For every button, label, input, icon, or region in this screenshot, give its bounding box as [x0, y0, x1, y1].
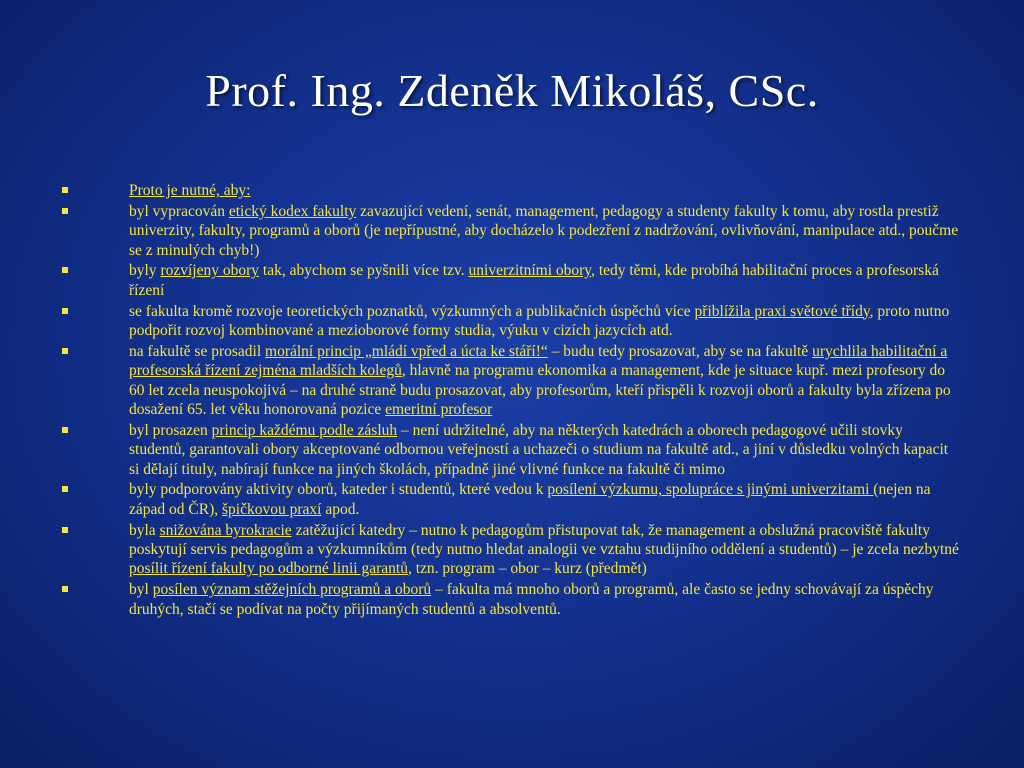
bullet-text: byly podporovány aktivity oborů, kateder i studentů, které vedou k	[129, 481, 548, 499]
underlined-text: emeritní profesor	[385, 401, 493, 419]
bullet-text: tak, abychom se pyšnili více tzv.	[259, 262, 469, 280]
square-bullet-icon	[62, 187, 68, 193]
bullet-list	[60, 181, 960, 620]
underlined-text: snižována byrokracie	[159, 521, 292, 539]
bullet-text: – není udržitelné, aby na některých katedrách a oborech pedagogové učili stovky studentů, garantovali obory akceptované odbornou veřejností a uchazeči o studium na fakultě atd., a jiní v důsledku volných kapacit si dělají tituly, nabírají funkce na jiných školách, případně jiné vlivné funkce na fakultě či mimo	[129, 421, 949, 478]
bullet-text: – budu tedy prosazovat, aby se na fakultě	[547, 342, 813, 360]
square-bullet-icon	[62, 486, 68, 492]
bullet-text: byl prosazen	[129, 421, 212, 439]
bullet-text: zavazující vedení, senát, management, pedagogy a studenty fakulty k tomu, aby rostla prestiž univerzity, fakulty, programů a oborů (je nepřípustné, aby docházelo k podezření z nadržování, ovlivňování, manipulace atd., poučme se z minulých chyb!)	[129, 202, 959, 259]
bullet-text: zatěžující katedry – nutno k pedagogům přistupovat tak, že management a obslužná pracoviště fakulty poskytují servis pedagogům a výzkumníkům (tedy nutno hledat analogii ve vztahu studijního oddělení a studentů) – je zcela nezbytné	[129, 521, 959, 559]
bullet-item	[60, 421, 960, 479]
bullet-item	[60, 261, 960, 300]
bullet-item	[60, 521, 960, 579]
underlined-text: rozvíjeny obory	[160, 262, 260, 280]
bullet-text: byl	[129, 581, 153, 599]
underlined-text: špičkovou praxí	[221, 500, 322, 518]
underlined-text: princip každému podle zásluh	[211, 421, 398, 439]
underlined-text: Proto je nutné, aby:	[129, 182, 251, 199]
square-bullet-icon	[62, 208, 68, 214]
underlined-text: urychlila habilitační a profesorská řízení zejména mladších kolegů	[129, 342, 948, 380]
underlined-text: posílen význam stěžejních programů a oborů	[152, 581, 432, 599]
bullet-text: , proto nutno podpořit rozvoj kombinované a mezioborové formy studia, výuku v cizích jazycích atd.	[129, 302, 950, 340]
bullet-item	[60, 342, 960, 420]
underlined-text: posílení výzkumu, spolupráce s jinými univerzitami	[547, 481, 874, 499]
bullet-text: (nejen na západ od ČR),	[129, 481, 931, 518]
underlined-text: přiblížila praxi světové třídy	[694, 302, 870, 320]
bullet-item	[60, 302, 960, 341]
bullet-item	[60, 202, 960, 260]
bullet-text: byla	[129, 521, 160, 539]
bullet-text: byly	[129, 262, 161, 280]
slide-title: Prof. Ing. Zdeněk Mikoláš, CSc.	[205, 65, 819, 116]
bullet-text: , hlavně na programu ekonomika a management, kde je situace kupř. mezi profesory do 60 let zcela neuspokojivá – na druhé straně budu prosazovat, aby profesorům, kteří přispěli k rozvoji oborů a fakulty byla zřízena po dosažení 65. let věku honorovaná pozice	[129, 362, 951, 419]
bullet-text: byl vypracován	[129, 202, 229, 220]
square-bullet-icon	[62, 267, 68, 273]
bullet-text: , tedy těmi, kde probíhá habilitační proces a profesorská řízení	[129, 262, 939, 299]
bullet-item	[60, 580, 960, 619]
bullet-item	[60, 181, 960, 200]
underlined-text: etický kodex fakulty	[228, 202, 357, 220]
square-bullet-icon	[62, 348, 68, 354]
bullet-text: , tzn. program – obor – kurz (předmět)	[407, 560, 647, 578]
bullet-item	[60, 480, 960, 519]
square-bullet-icon	[62, 527, 68, 533]
underlined-text: univerzitními obory	[468, 262, 592, 280]
underlined-text: posílit řízení fakulty po odborné linii garantů	[129, 560, 408, 578]
bullet-text: – fakulta má mnoho oborů a programů, ale často se jedny schovávají za úspěchy druhých, stačí se podívat na počty přijímaných studentů a absolventů.	[129, 581, 934, 618]
square-bullet-icon	[62, 308, 68, 314]
square-bullet-icon	[62, 427, 68, 433]
bullet-text: se fakulta kromě rozvoje teoretických poznatků, výzkumných a publikačních úspěchů více	[129, 302, 695, 320]
underlined-text: morální princip „mládí vpřed a úcta ke stáří!“	[265, 342, 548, 360]
bullet-text: na fakultě se prosadil	[129, 342, 266, 360]
square-bullet-icon	[62, 586, 68, 592]
bullet-text: apod.	[321, 500, 360, 518]
